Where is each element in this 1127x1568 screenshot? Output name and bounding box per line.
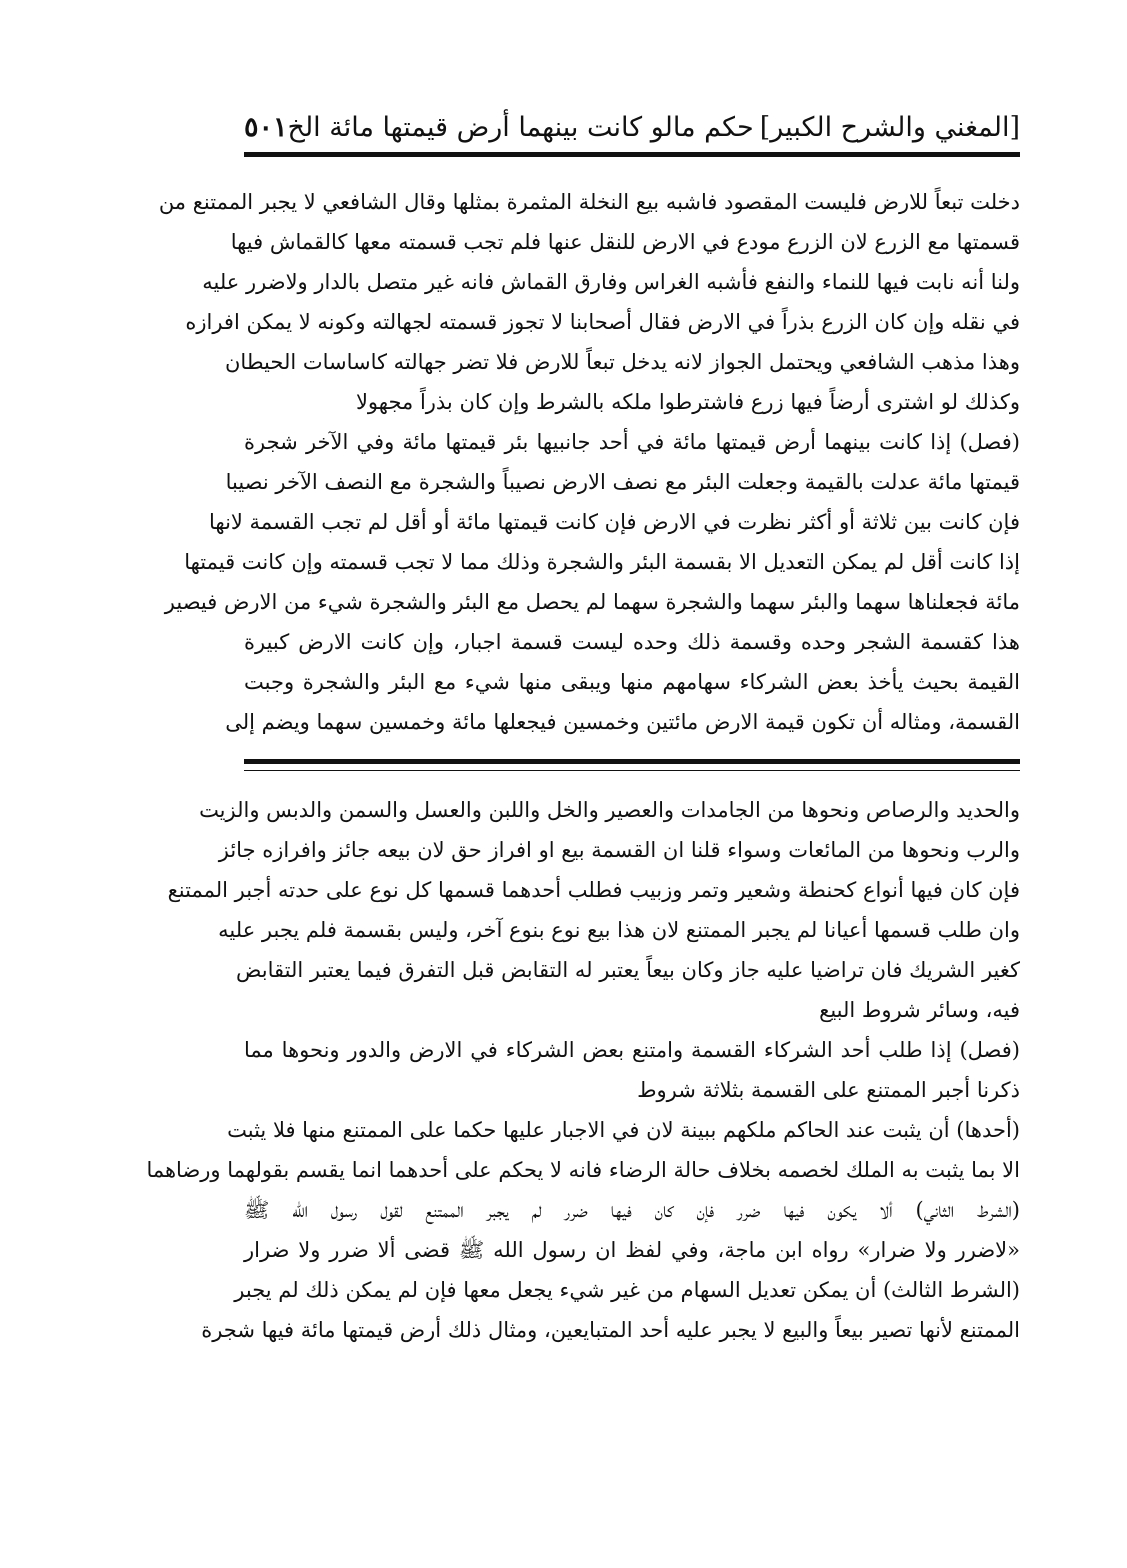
book-title: [المغني والشرح الكبير] [759, 111, 1020, 143]
text-line: «لاضرر ولا ضرار» رواه ابن ماجة، وفي لفظ ان رسول الله ﷺ قضى ألا ضرر ولا ضرار [244, 1238, 1020, 1262]
text-line: (فصل) إذا طلب أحد الشركاء القسمة وامتنع بعض الشركاء في الارض والدور ونحوها مما [244, 1038, 1020, 1062]
text-line: قسمتها مع الزرع لان الزرع مودع في الارض للنقل عنها فلم تجب قسمته معها كالقماش فيها [230, 230, 1020, 254]
text-line: (الشرط الثالث) أن يمكن تعديل السهام من غير شيء يجعل معها فإن لم يمكن ذلك لم يجبر [234, 1278, 1020, 1302]
divider-rule-thin [244, 770, 1020, 771]
text-line: والحديد والرصاص ونحوها من الجامدات والعصير والخل واللبن والعسل والسمن والدبس والزيت [199, 798, 1020, 822]
text-line: ذكرنا أجبر الممتنع على القسمة بثلاثة شروط [637, 1078, 1020, 1102]
main-text [158, 182, 1020, 742]
text-line: كغير الشريك فان تراضيا عليه جاز وكان بيعاً يعتبر له التقابض قبل التفرق فيما يعتبر التقابض [236, 958, 1020, 982]
text-line: القيمة بحيث يأخذ بعض الشركاء سهامهم منها ويبقى منها شيء مع البئر والشجرة وجبت [244, 670, 1020, 694]
text-line: قيمتها مائة عدلت بالقيمة وجعلت البئر مع نصف الارض نصيباً والشجرة مع النصف الآخر نصيبا [225, 470, 1020, 494]
header-rule [244, 152, 1020, 157]
text-line: الا بما يثبت به الملك لخصمه بخلاف حالة الرضاء فانه لا يحكم على أحدهما انما يقسم بقولهما ورضاهما [146, 1158, 1020, 1182]
text-line: هذا كقسمة الشجر وحده وقسمة ذلك وحده ليست قسمة اجبار، وإن كانت الارض كبيرة [244, 630, 1020, 654]
text-line: فإن كانت بين ثلاثة أو أكثر نظرت في الارض فإن كانت قيمتها مائة أو أقل لم تجب القسمة لانها [208, 510, 1020, 534]
text-line: (الشرط الثاني) ألا يكون فيها ضرر فإن كان فيها ضرر لم يجبر الممتنع لقول رسول الله ﷺ [244, 1198, 1020, 1222]
text-line: الممتنع لأنها تصير بيعاً والبيع لا يجبر عليه أحد المتبايعين، ومثال ذلك أرض قيمتها مائة فيها شجرة [201, 1318, 1020, 1342]
text-line: دخلت تبعاً للارض فليست المقصود فاشبه بيع النخلة المثمرة بمثلها وقال الشافعي لا يجبر الممتنع من [158, 190, 1020, 214]
text-line: ولنا أنه نابت فيها للنماء والنفع فأشبه الغراس وفارق القماش فانه غير متصل بالدار ولاضرر عليه [202, 270, 1020, 294]
text-line: فيه، وسائر شروط البيع [819, 998, 1020, 1022]
text-line: وهذا مذهب الشافعي ويحتمل الجواز لانه يدخل تبعاً للارض فلا تضر جهالته كاساسات الحيطان [225, 350, 1020, 374]
text-line: فإن كان فيها أنواع كحنطة وشعير وتمر وزبيب فطلب أحدهما قسمها كل نوع على حدته أجبر الممتنع [167, 878, 1020, 902]
text-line: (فصل) إذا كانت بينهما أرض قيمتها مائة في أحد جانبيها بئر قيمتها مائة وفي الآخر شجرة [244, 430, 1020, 454]
section-title: حكم مالو كانت بينهما أرض قيمتها مائة الخ [287, 111, 754, 143]
text-line: والرب ونحوها من المائعات وسواء قلنا ان القسمة بيع او افراز حق لان بيعه جائز وافرازه جائز [218, 838, 1020, 862]
text-line: مائة فجعلناها سهما والبئر سهما والشجرة سهما لم يحصل مع البئر والشجرة شيء من الارض فيصير [164, 590, 1020, 614]
text-line: إذا كانت أقل لم يمكن التعديل الا بقسمة البئر والشجرة وذلك مما لا تجب قسمته وإن كانت قيمتها [184, 550, 1020, 574]
text-line: وان طلب قسمها أعيانا لم يجبر الممتنع لان هذا بيع نوع بنوع آخر، وليس بقسمة فلم يجبر عليه [218, 918, 1020, 942]
text-line: القسمة، ومثاله أن تكون قيمة الارض مائتين وخمسين فيجعلها مائة وخمسين سهما ويضم إلى [225, 710, 1020, 734]
text-line: (أحدها) أن يثبت عند الحاكم ملكهم ببينة لان في الاجبار عليها حكما على الممتنع منها فلا يثبت [227, 1118, 1020, 1142]
text-line: وكذلك لو اشترى أرضاً فيها زرع فاشترطوا ملكه بالشرط وإن كان بذراً مجهولا [355, 390, 1020, 414]
running-header [244, 104, 1020, 150]
footer-text [146, 790, 1020, 1350]
page-number: ٥٠١ [244, 111, 288, 143]
text-line: في نقله وإن كان الزرع بذراً في الارض فقال أصحابنا لا تجوز قسمته لجهالته وكونه لا يمكن افرازه [185, 310, 1020, 334]
divider-rule [244, 759, 1020, 764]
